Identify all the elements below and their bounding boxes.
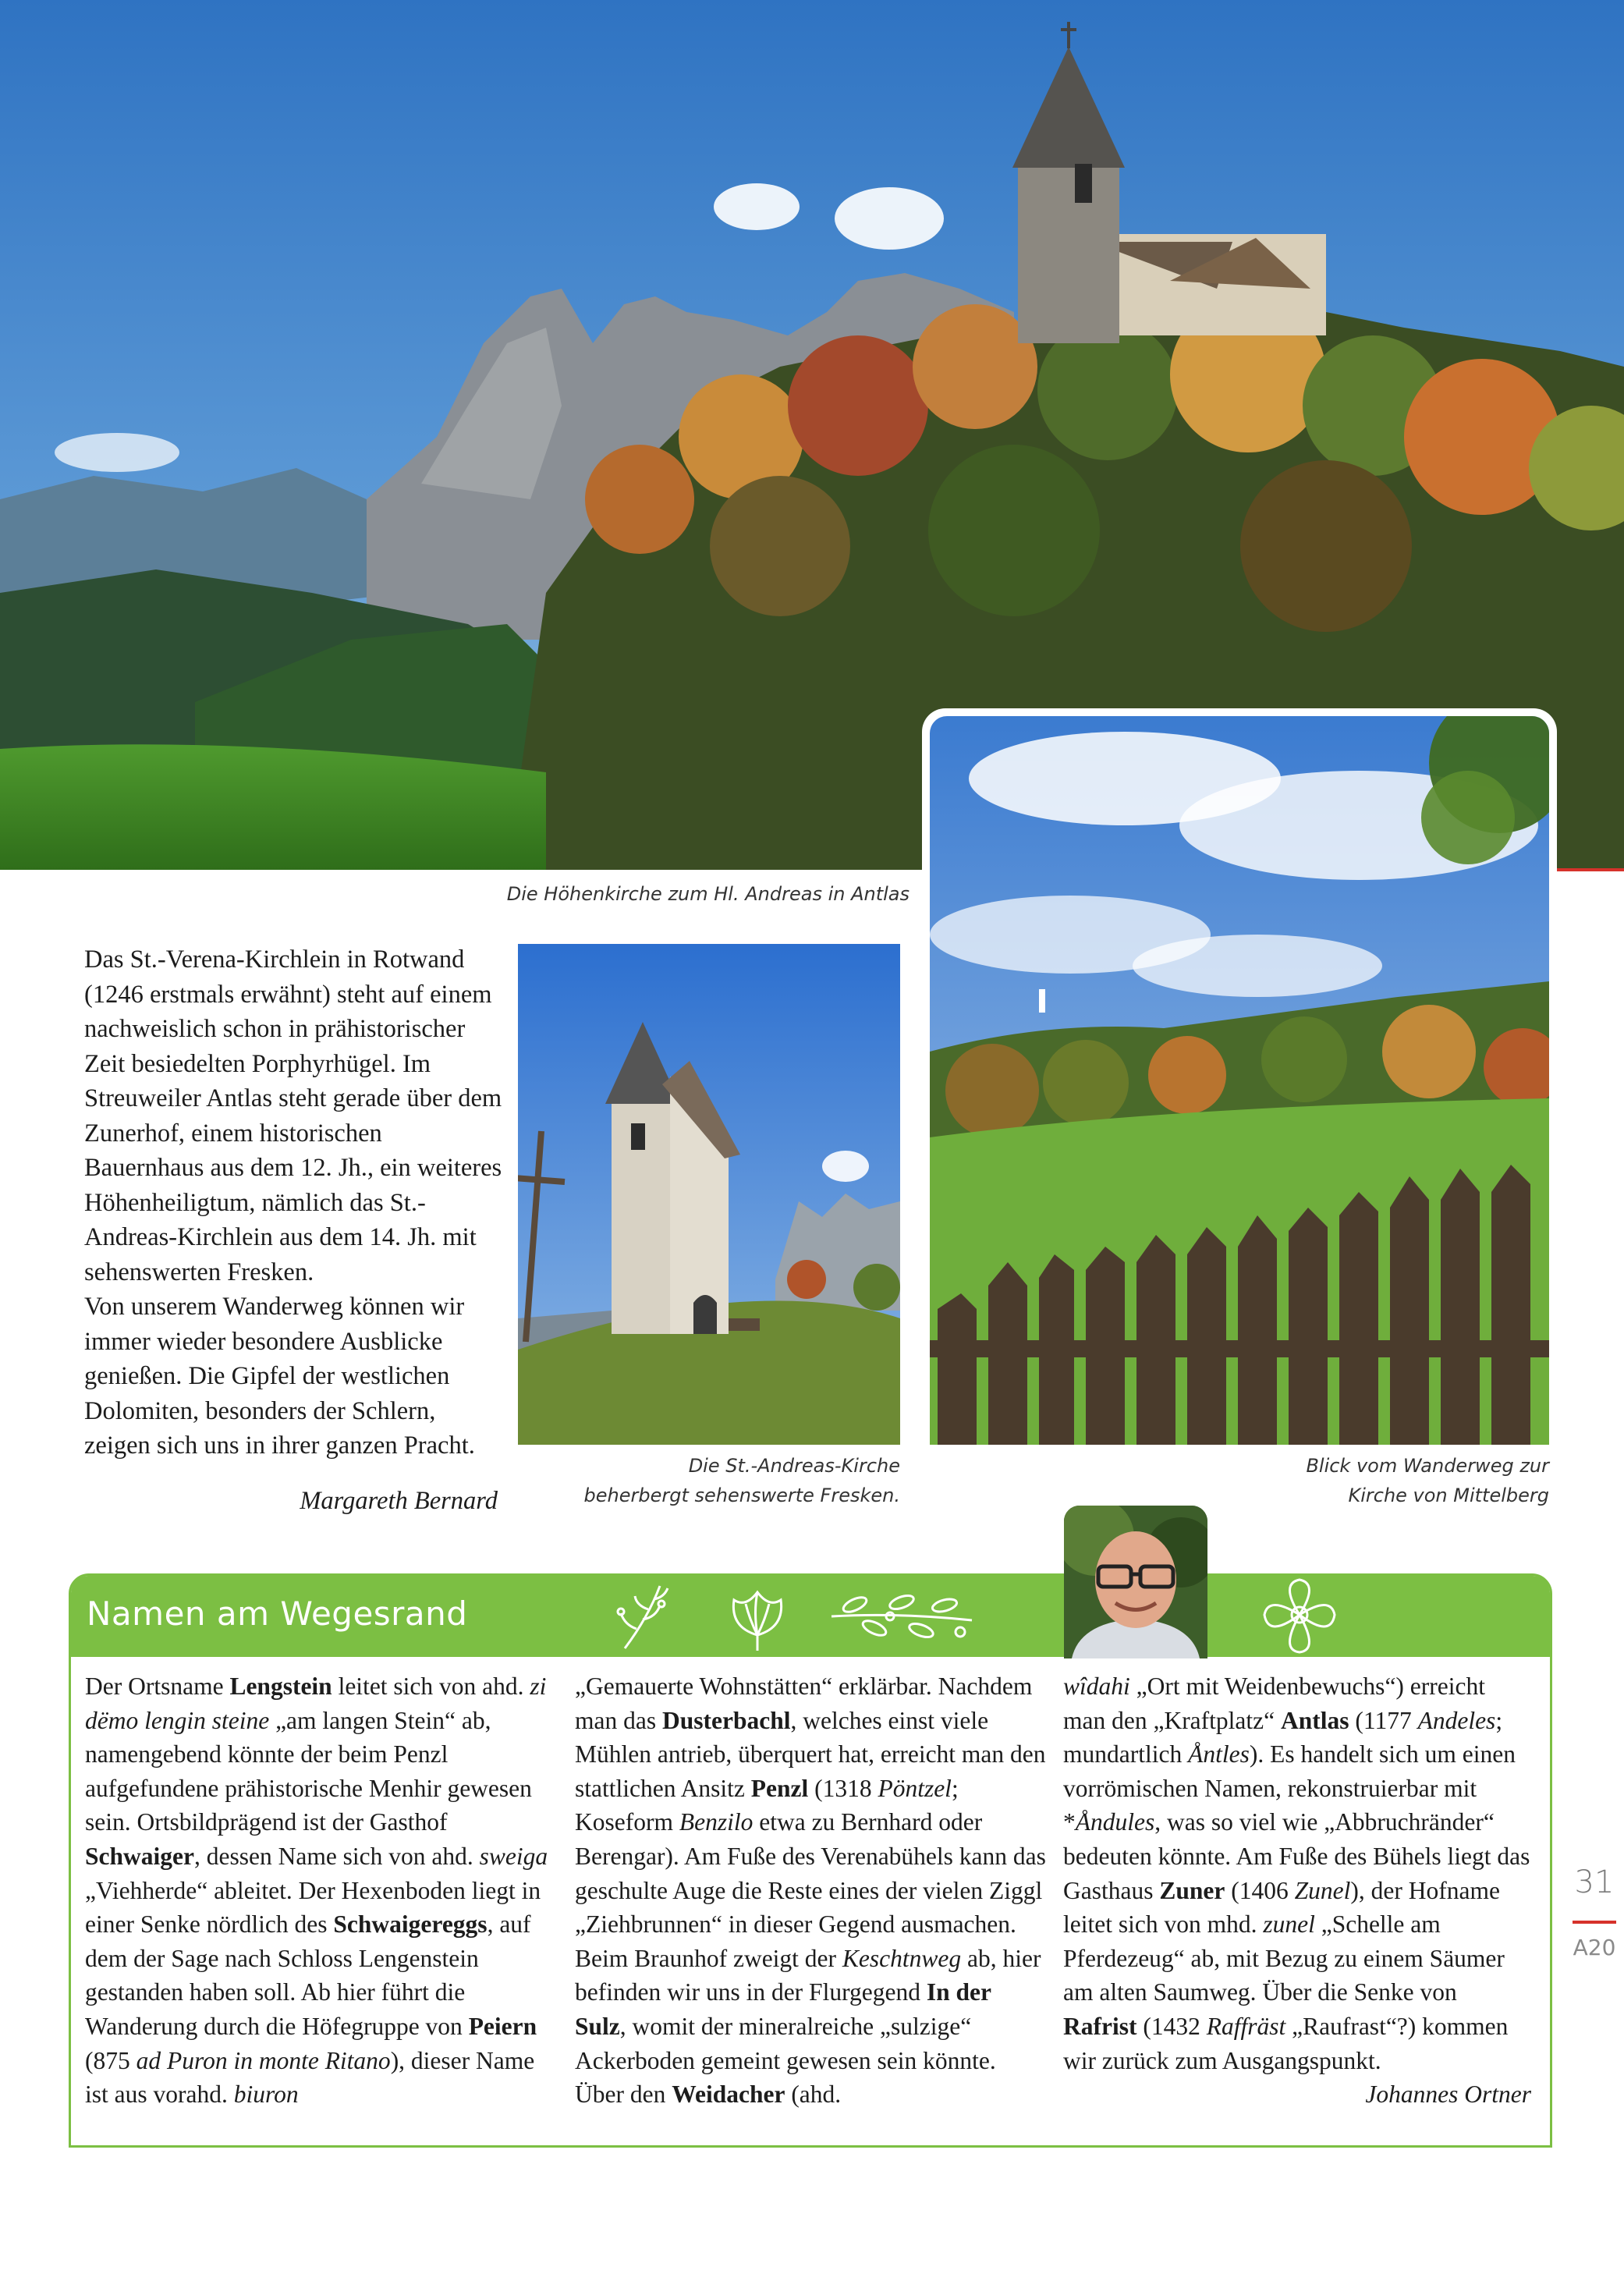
page-number: 31 <box>1574 1864 1615 1900</box>
names-column-2 <box>575 1669 1048 2112</box>
intro-paragraph-2: Von unserem Wanderweg können wir immer wieder besondere Ausblicke genießen. Die Gipfel der westlichen Dolomiten, besonders der Schlern, zeigen sich uns in ihrer ganzen Pracht. <box>84 1293 475 1460</box>
names-box <box>69 1573 1552 2148</box>
names-text-2: „Gemauerte Wohnstätten“ erklärbar. Nachdem man das Dusterbachl, welches einst viele Mühlen antrieb, überquert hat, erreicht man den stattlichen Ansitz Penzl (1318 Pöntzel; Koseform Benzilo etwa zu Bernhard oder Berengar). Am Fuße des Verenabühels kann das geschulte Auge die Reste eines der vielen Ziggl „Ziehbrunnen“ in dieser Gegend ausmachen. Beim Braunhof zweigt der Keschtnweg ab, hier befinden wir uns in der Flurgegend In der Sulz, womit der mineralreiche „sulzige“ Ackerboden gemeint gewesen sein könnte. Über den Weidacher (ahd. <box>575 1673 1046 2109</box>
names-column-1 <box>85 1669 561 2112</box>
mittelberg-caption-line-2: Kirche von Mittelberg <box>1348 1485 1549 1506</box>
flower-bud-icon <box>718 1580 796 1655</box>
intro-author: Margareth Bernard <box>300 1487 498 1515</box>
mittelberg-photo-caption <box>1217 1451 1549 1510</box>
names-box-header <box>71 1576 1550 1657</box>
andreas-caption-line-2: beherbergt sehenswerte Fresken. <box>583 1485 900 1506</box>
hero-red-rule <box>1552 868 1624 871</box>
herb-sprig-icon <box>613 1582 683 1652</box>
author-portrait <box>1064 1506 1207 1658</box>
page-code: A20 <box>1573 1935 1616 1960</box>
mittelberg-caption-line-1: Blick vom Wanderweg zur <box>1306 1455 1549 1477</box>
intro-paragraph-1: Das St.-Verena-Kirchlein in Rotwand (1246 erstmals erwähnt) steht auf einem nachweislich schon in prähistorischer Zeit besiedelten Porphyrhügel. Im Streuweiler Antlas steht gerade über dem Zunerhof, einem historischen Bauernhaus aus dem 12. Jh., ein weiteres Höhenheiligtum, nämlich das St.-Andreas-Kirchlein aus dem 14. Jh. mit sehenswerten Fresken. <box>84 945 502 1286</box>
names-text-3: wîdahi „Ort mit Weidenbewuchs“) erreicht man den „Kraftplatz“ Antlas (1177 Andeles; mundartlich Åntles). Es handelt sich um einen vorrömischen Namen, rekonstruierbar mit *Åndules, was so viel wie „Abbruchränder“ bedeuten könnte. Am Fuße des Bühels liegt das Gasthaus Zuner (1406 Zunel), der Hofname leitet sich von mhd. zunel „Schelle am Pferdezeug“ ab, mit Bezug zu einem Säumer am alten Saumweg. Über die Senke von Rafrist (1432 Raffräst „Raufrast“?) kommen wir zurück zum Ausgangspunkt. <box>1063 1673 1530 2074</box>
names-author: Johannes Ortner <box>1365 2081 1531 2109</box>
intro-text <box>84 942 505 1463</box>
hero-caption: Die Höhenkirche zum Hl. Andreas in Antlas <box>506 883 910 905</box>
names-column-3 <box>1063 1669 1531 2112</box>
names-text-1: Der Ortsname Lengstein leitet sich von ahd. zi dëmo lengin steine „am langen Stein“ ab, namengebend könnte der beim Penzl aufgefundene prähistorische Menhir gewesen sein. Ortsbildprägend ist der Gasthof Schwaiger, dessen Name sich von ahd. sweiga „Viehherde“ ableitet. Der Hexenboden liegt in einer Senke nördlich des Schwaigereggs, auf dem der Sage nach Schloss Lengenstein gestanden haben soll. Ab hier führt die Wanderung durch die Höfegruppe von Peiern (875 ad Puron in monte Ritano), dieser Name ist aus vorahd. biuron <box>85 1673 548 2109</box>
mittelberg-view-photo <box>930 716 1549 1445</box>
olive-branch-icon <box>828 1585 976 1648</box>
names-box-title: Namen am Wegesrand <box>87 1595 468 1633</box>
poppy-flower-icon <box>1257 1576 1342 1654</box>
andreas-church-photo <box>518 944 900 1445</box>
andreas-caption-line-1: Die St.-Andreas-Kirche <box>688 1455 900 1477</box>
andreas-photo-caption <box>518 1451 900 1510</box>
page-number-rule <box>1573 1921 1616 1924</box>
